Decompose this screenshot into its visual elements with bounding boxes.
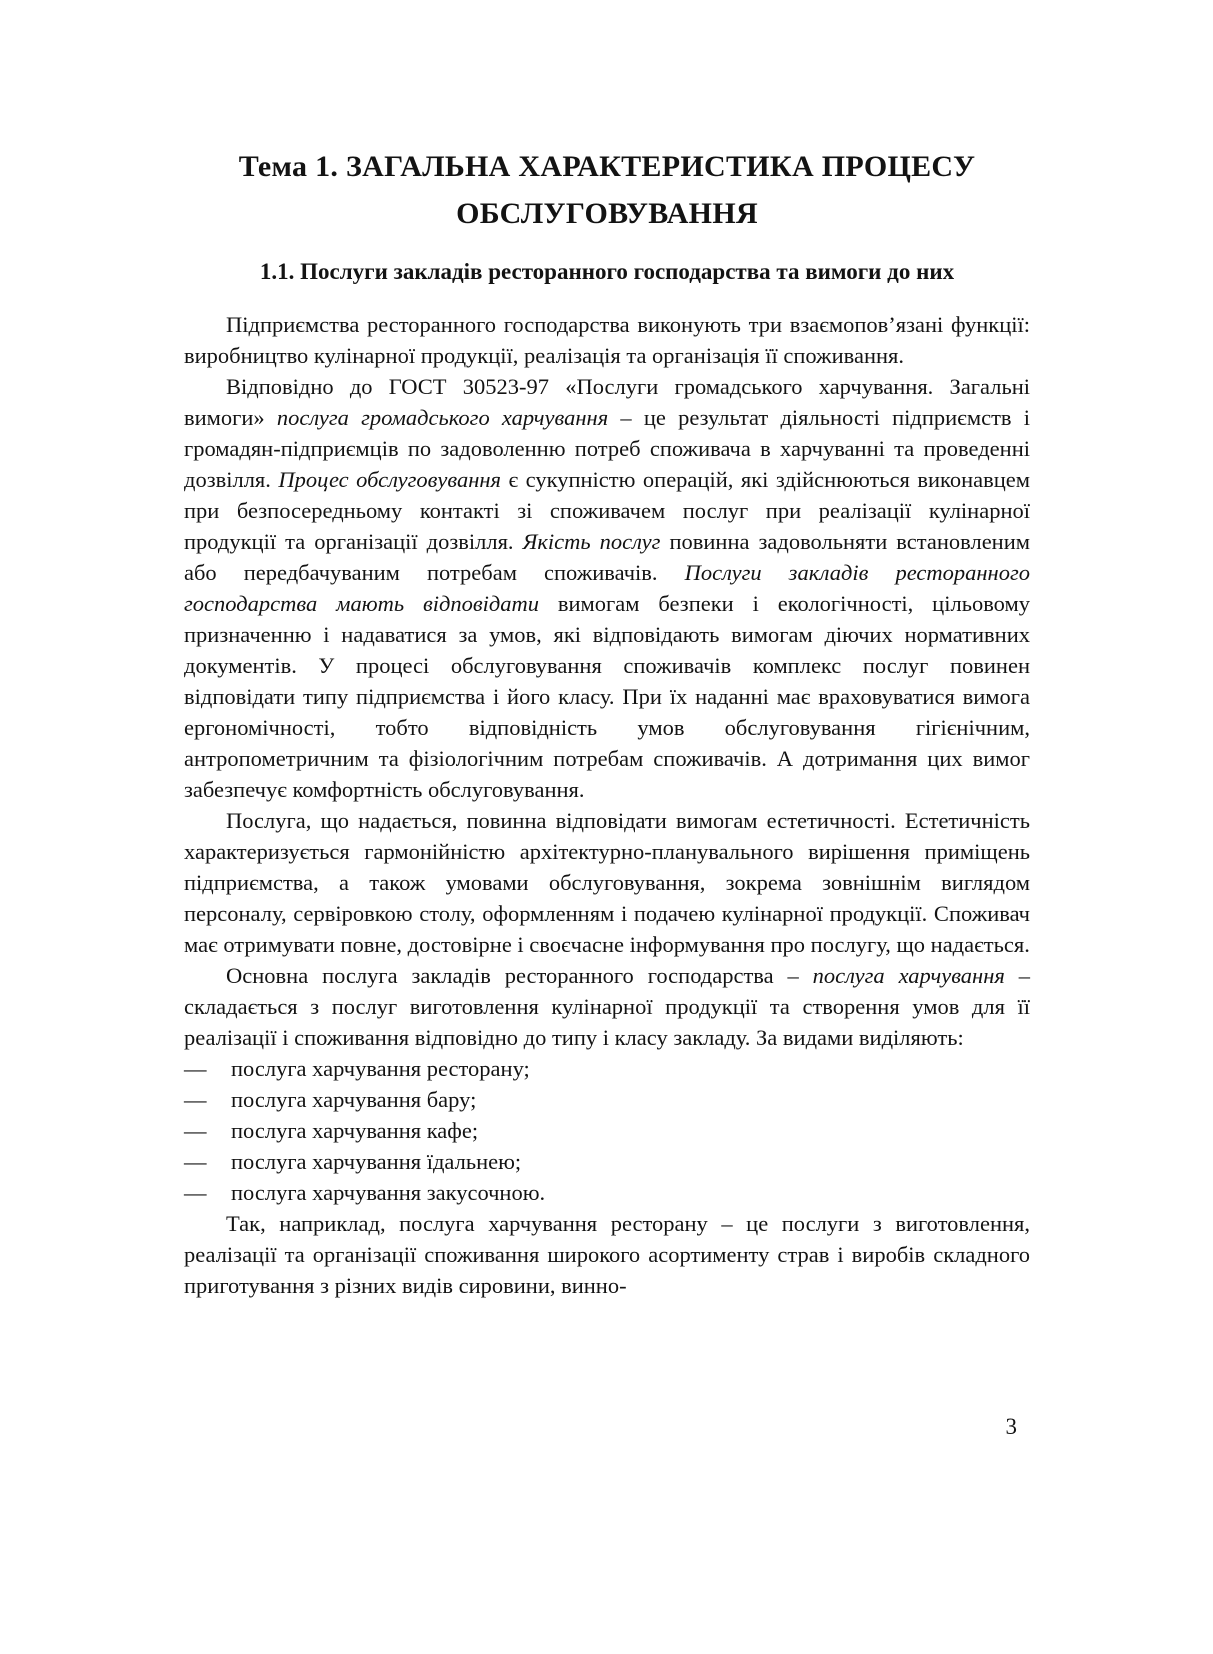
text-run: Так, наприклад, послуга харчування ресторану – це послуги з виготовлення, реалізації та організації споживання широкого асортименту страв і виробів складного приготування з різних видів сировини, винно- [184, 1211, 1030, 1298]
list-item-text: послуга харчування закусочною. [231, 1180, 546, 1205]
paragraph [184, 805, 1030, 960]
text-run: є сукупністю операцій, які здійснюються виконавцем при безпосередньому контакті зі споживачем послуг при реалізації кулінарної продукції та організації дозвілля. [184, 467, 1031, 554]
emphasis-text: Процес обслуговування [278, 467, 502, 492]
list-item-text: послуга харчування ресторану; [231, 1056, 530, 1081]
emphasis-text: Якість послуг [522, 529, 661, 554]
text-run: Основна послуга закладів ресторанного господарства – [226, 963, 813, 988]
chapter-title-line-2: ОБСЛУГОВУВАННЯ [456, 197, 758, 230]
list-item-dash: — [184, 1180, 207, 1205]
list-item-dash: — [184, 1087, 207, 1112]
list-item-dash: — [184, 1118, 207, 1143]
list-item-text: послуга харчування їдальнею; [231, 1149, 522, 1174]
list-item-dash: — [184, 1149, 207, 1174]
list-item [184, 1084, 1030, 1115]
list-item [184, 1177, 1030, 1208]
chapter-title [184, 143, 1030, 237]
list-item [184, 1053, 1030, 1084]
text-run: – складається з послуг виготовлення кулінарної продукції та створення умов для її реалізації і споживання відповідно до типу і класу закладу. За видами виділяють: [184, 963, 1030, 1050]
list-item-text: послуга харчування кафе; [231, 1118, 479, 1143]
page-number: 3 [1005, 1414, 1017, 1439]
list-item [184, 1146, 1030, 1177]
paragraph [184, 371, 1030, 805]
body-text [184, 309, 1030, 1301]
paragraph [184, 960, 1030, 1053]
paragraph [184, 309, 1030, 371]
text-column [184, 143, 1030, 1301]
text-run: Послуга, що надається, повинна відповідати вимогам естетичності. Естетичність характеризується гармонійністю архітектурно-планувального вирішення приміщень підприємства, а також умовами обслуговування, зокрема зовнішнім виглядом персоналу, сервіровкою столу, оформленням і подачею кулінарної продукції. Споживач має отримувати повне, достовірне і своєчасне інформування про послугу, що надається. [184, 808, 1030, 957]
text-run: вимогам безпеки і екологічності, цільовому призначенню і надаватися за умов, які відповідають вимогам діючих нормативних документів. У процесі обслуговування споживачів комплекс послуг повинен відповідати типу підприємства і його класу. При їх наданні має враховуватися вимога ергономічності, тобто відповідність умов обслуговування гігієнічним, антропометричним та фізіологічним потребам споживачів. А дотримання цих вимог забезпечує комфортність обслуговування. [184, 591, 1030, 802]
text-run: повинна задовольняти встановленим або передбачуваним потребам споживачів. [184, 529, 1030, 585]
list-item-dash: — [184, 1056, 207, 1081]
text-run: Підприємства ресторанного господарства виконують три взаємопов’язані функції: виробництво кулінарної продукції, реалізація та організація її споживання. [184, 312, 1030, 368]
list-item [184, 1115, 1030, 1146]
list-item-text: послуга харчування бару; [231, 1087, 477, 1112]
emphasis-text: послуга харчування [812, 963, 1005, 988]
emphasis-text: послуга громадського харчування [276, 405, 609, 430]
text-run: Відповідно до ГОСТ 30523-97 «Послуги громадського харчування. Загальні вимоги» [184, 374, 1030, 430]
section-heading: 1.1. Послуги закладів ресторанного господарства та вимоги до них [259, 259, 955, 284]
emphasis-text: Послуги закладів ресторанного господарства мають відповідати [184, 560, 1030, 616]
paragraph [184, 1208, 1030, 1301]
text-run: – це результат діяльності підприємств і громадян-підприємців по задоволенню потреб споживача в харчуванні та проведенні дозвілля. [184, 405, 1030, 492]
chapter-title-line-1: Тема 1. ЗАГАЛЬНА ХАРАКТЕРИСТИКА ПРОЦЕСУ [238, 150, 976, 183]
